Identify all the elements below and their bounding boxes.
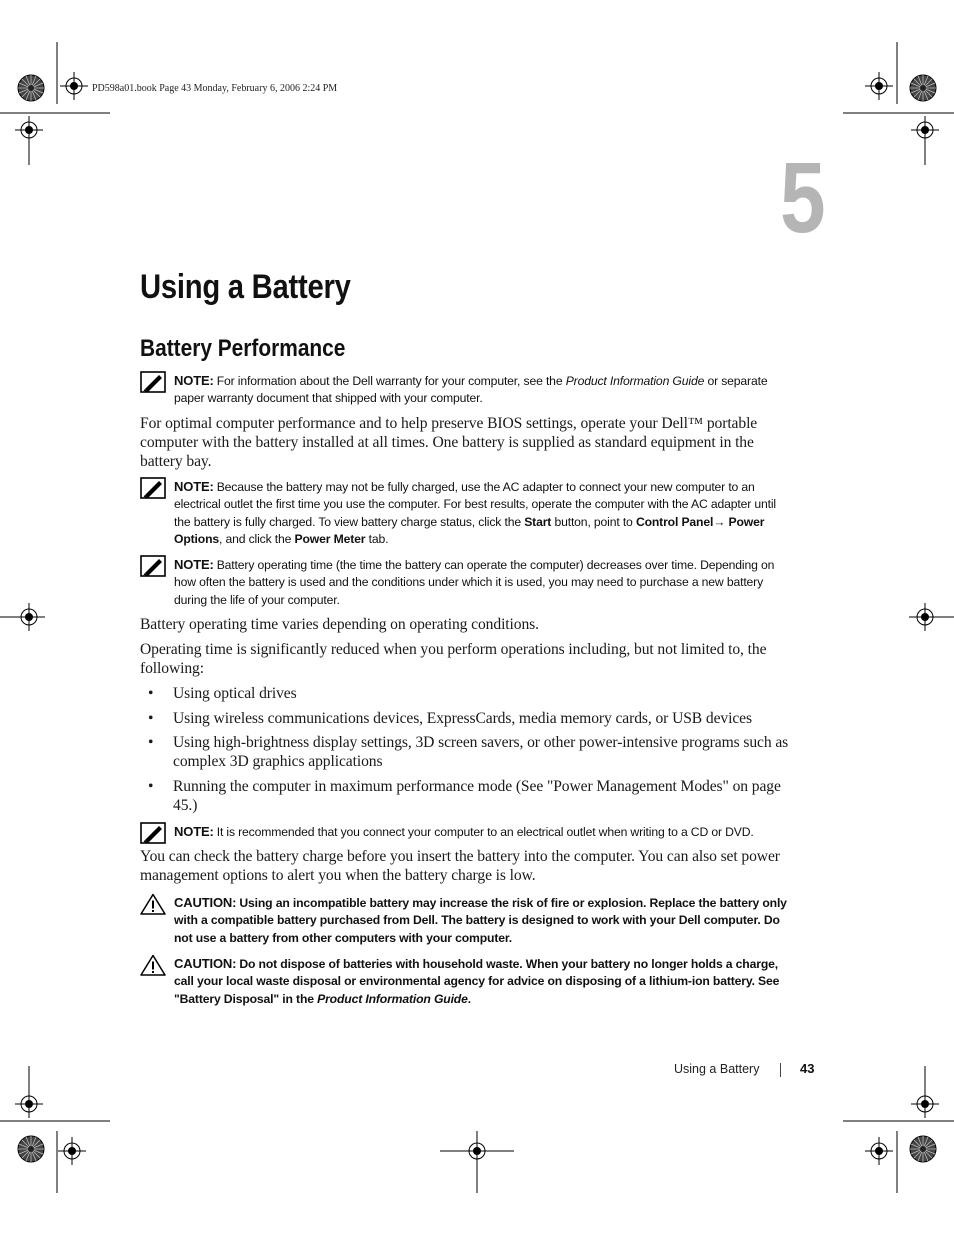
registration-mark-icon: [865, 1137, 893, 1165]
page-number: 43: [800, 1061, 815, 1076]
note-label: NOTE:: [174, 479, 214, 494]
pencil-note-icon: [140, 555, 166, 577]
registration-mark-icon: [58, 1137, 86, 1165]
product-guide-ref: Product Information Guide: [565, 374, 705, 388]
warning-triangle-icon: [140, 954, 166, 976]
note-label: NOTE:: [174, 557, 214, 572]
footer-chapter-title: Using a Battery: [674, 1062, 760, 1076]
color-registration-disc-icon: [18, 75, 44, 101]
note-charging: NOTE: Because the battery may not be fully charged, use the AC adapter to connect your new computer to an electrical outlet the first time you use the computer. For best results, operate the computer with the AC adapter until the battery is fully charged. To view battery charge status, click the Start button, point to Control Panel→ Power Options, and click the Power Meter tab.: [140, 478, 792, 548]
list-item: • Using optical drives: [148, 685, 297, 702]
pencil-note-icon: [140, 477, 166, 499]
footer-divider: [780, 1063, 781, 1077]
registration-mark-icon: [15, 1090, 43, 1118]
registration-mark-icon: [60, 72, 88, 100]
power-meter-ref: Power Meter: [294, 531, 366, 546]
note-operating-time: NOTE: Battery operating time (the time the battery can operate the computer) decreases over time. Depending on how often the battery is used and the conditions under which it is used, you may need to purchase a new battery during the life of your computer.: [140, 556, 792, 609]
start-menu-ref: Start: [524, 514, 552, 529]
reduced-time-list: [140, 684, 790, 820]
list-item: • Running the computer in maximum performance mode (See "Power Management Modes" on page 45.): [148, 777, 781, 814]
pencil-note-icon: [140, 371, 166, 393]
note-label: NOTE:: [174, 824, 214, 839]
note-label: NOTE:: [174, 373, 214, 388]
section-title: Battery Performance: [140, 335, 346, 362]
color-registration-disc-icon: [910, 75, 936, 101]
print-header: PD598a01.book Page 43 Monday, February 6, 2006 2:24 PM: [92, 83, 338, 94]
caution-label: CAUTION:: [174, 956, 237, 971]
registration-mark-icon: [865, 72, 893, 100]
chapter-title: Using a Battery: [140, 268, 351, 306]
chapter-number: 5: [780, 142, 824, 254]
paragraph-operating-time-reduced: Operating time is significantly reduced when you perform operations including, but not limited to, the following:: [140, 641, 767, 677]
list-item: • Using high-brightness display settings, 3D screen savers, or other power-intensive programs such as complex 3D graphics applications: [148, 734, 789, 770]
color-registration-disc-icon: [18, 1136, 44, 1162]
note-cd-dvd: NOTE: It is recommended that you connect your computer to an electrical outlet when writing to a CD or DVD.: [140, 823, 800, 841]
control-panel-ref: Control Panel: [635, 514, 714, 529]
registration-mark-icon: [911, 116, 939, 144]
power-options-ref: Power Options: [174, 514, 765, 546]
pencil-note-icon: [140, 822, 166, 844]
paragraph-optimal-performance: For optimal computer performance and to help preserve BIOS settings, operate your Dell™ portable computer with the battery installed at all times. One battery is supplied as standard equipment in the battery bay.: [140, 415, 758, 470]
warning-triangle-icon: [140, 893, 166, 915]
product-guide-ref: Product Information Guide: [317, 991, 468, 1006]
caution-disposal: CAUTION: Do not dispose of batteries with household waste. When your battery no longer holds a charge, call your local waste disposal or environmental agency for advice on disposing of a lithium-ion battery. See "Battery Disposal" in the Product Information Guide.: [140, 955, 792, 1008]
color-registration-disc-icon: [910, 1136, 936, 1162]
caution-incompatible-battery: CAUTION: Using an incompatible battery may increase the risk of fire or explosion. Replace the battery only with a compatible battery purchased from Dell. The battery is designed to work with your Dell computer. Do not use a battery from other computers with your computer.: [140, 894, 792, 947]
list-item: • Using wireless communications devices, ExpressCards, media memory cards, or USB devices: [148, 709, 752, 727]
paragraph-check-charge: You can check the battery charge before you insert the battery into the computer. You can also set power management options to alert you when the battery charge is low.: [140, 848, 780, 884]
paragraph-operating-time-varies: Battery operating time varies depending on operating conditions.: [140, 616, 539, 633]
registration-mark-icon: [15, 116, 43, 144]
note-warranty: NOTE: For information about the Dell warranty for your computer, see the Product Information Guide or separate paper warranty document that shipped with your computer.: [140, 372, 792, 408]
caution-label: CAUTION:: [174, 895, 237, 910]
registration-mark-icon: [911, 1090, 939, 1118]
